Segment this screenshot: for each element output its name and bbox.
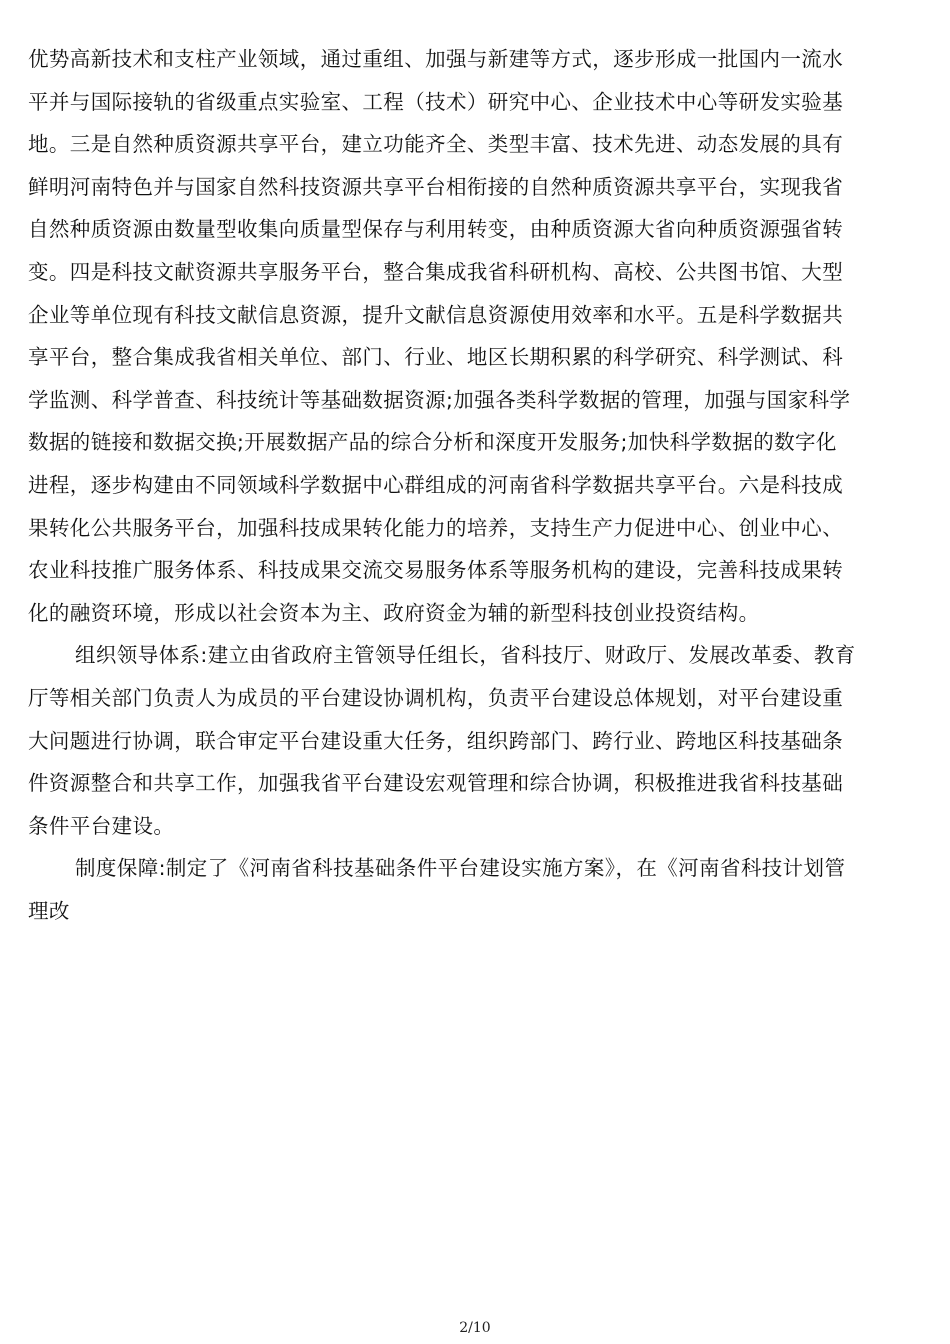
text-line: 农业科技推广服务体系、科技成果交流交易服务体系等服务机构的建设，完善科技成果转 — [28, 558, 844, 583]
text-line: 数据的链接和数据交换;开展数据产品的综合分析和深度开发服务;加快科学数据的数字化 — [28, 430, 837, 455]
text-line: 化的融资环境，形成以社会资本为主、政府资金为辅的新型科技创业投资结构。 — [28, 600, 760, 625]
text-line: 制度保障:制定了《河南省科技基础条件平台建设实施方案》，在《河南省科技计划管 — [75, 856, 846, 881]
text-line: 学监测、科学普查、科技统计等基础数据资源;加强各类科学数据的管理，加强与国家科学 — [28, 387, 851, 412]
text-line: 企业等单位现有科技文献信息资源，提升文献信息资源使用效率和水平。五是科学数据共 — [28, 302, 844, 327]
text-line: 平并与国际接轨的省级重点实验室、工程（技术）研究中心、企业技术中心等研发实验基 — [28, 89, 844, 114]
document-body — [28, 38, 923, 932]
text-line: 优势高新技术和支柱产业领域，通过重组、加强与新建等方式，逐步形成一批国内一流水 — [28, 47, 844, 71]
text-line: 理改 — [28, 898, 70, 923]
text-line: 条件平台建设。 — [28, 813, 175, 838]
text-line: 鲜明河南特色并与国家自然科技资源共享平台相衔接的自然种质资源共享平台，实现我省 — [28, 174, 844, 199]
text-line: 果转化公共服务平台，加强科技成果转化能力的培养，支持生产力促进中心、创业中心、 — [28, 515, 844, 540]
text-line: 进程，逐步构建由不同领域科学数据中心群组成的河南省科学数据共享平台。六是科技成 — [28, 472, 844, 497]
text-line: 地。三是自然种质资源共享平台，建立功能齐全、类型丰富、技术先进、动态发展的具有 — [28, 132, 844, 157]
text-line: 厅等相关部门负责人为成员的平台建设协调机构，负责平台建设总体规划，对平台建设重 — [28, 685, 844, 710]
paragraph-3 — [28, 847, 923, 932]
text-line: 变。四是科技文献资源共享服务平台，整合集成我省科研机构、高校、公共图书馆、大型 — [28, 259, 844, 284]
page-number: 2/10 — [459, 1320, 491, 1336]
text-line: 件资源整合和共享工作，加强我省平台建设宏观管理和综合协调，积极推进我省科技基础 — [28, 771, 844, 796]
text-line: 享平台，整合集成我省相关单位、部门、行业、地区长期积累的科学研究、科学测试、科 — [28, 345, 844, 370]
text-line: 自然种质资源由数量型收集向质量型保存与利用转变，由种质资源大省向种质资源强省转 — [28, 217, 844, 242]
text-line: 组织领导体系:建立由省政府主管领导任组长，省科技厅、财政厅、发展改革委、教育 — [75, 643, 856, 668]
paragraph-1 — [28, 38, 923, 634]
paragraph-2 — [28, 634, 923, 847]
text-line: 大问题进行协调，联合审定平台建设重大任务，组织跨部门、跨行业、跨地区科技基础条 — [28, 728, 844, 753]
